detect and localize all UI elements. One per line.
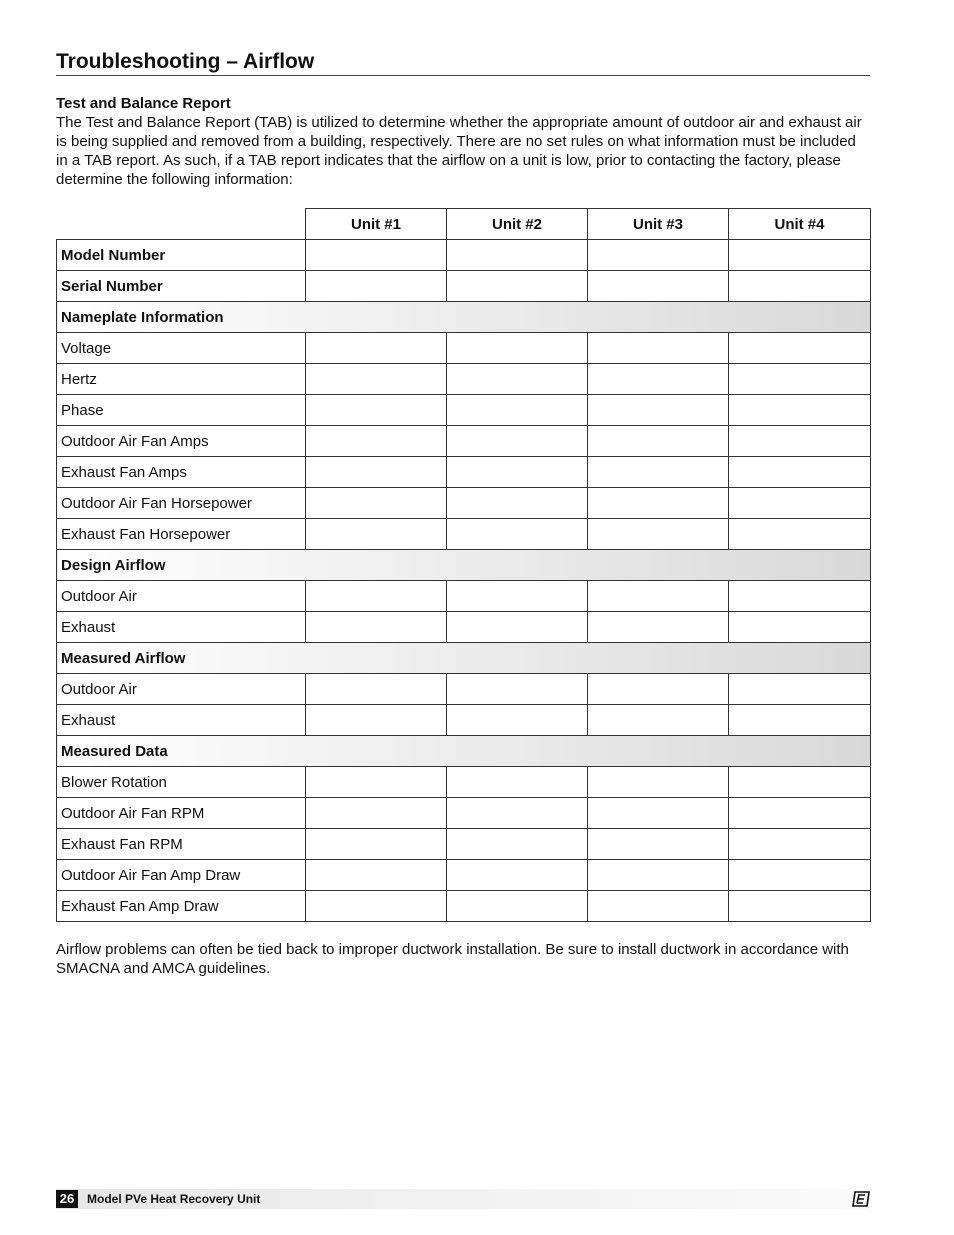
row-label: Model Number: [57, 240, 306, 271]
unit-1-value-cell[interactable]: [306, 519, 447, 550]
unit-4-value-cell[interactable]: [729, 860, 871, 891]
unit-3-value-cell[interactable]: [588, 860, 729, 891]
unit-2-value-cell[interactable]: [447, 891, 588, 922]
table-header-row: [57, 209, 871, 240]
table-row: [57, 488, 871, 519]
unit-1-value-cell[interactable]: [306, 581, 447, 612]
table-row: [57, 705, 871, 736]
unit-4-value-cell[interactable]: [729, 798, 871, 829]
row-label: Outdoor Air: [57, 581, 306, 612]
unit-2-value-cell[interactable]: [447, 798, 588, 829]
unit-1-value-cell[interactable]: [306, 860, 447, 891]
unit-1-value-cell[interactable]: [306, 612, 447, 643]
page-number: 26: [56, 1190, 78, 1208]
section-label: Design Airflow: [57, 550, 871, 581]
section-label: Nameplate Information: [57, 302, 871, 333]
table-section-row: [57, 736, 871, 767]
unit-2-value-cell[interactable]: [447, 767, 588, 798]
closing-paragraph: Airflow problems can often be tied back to improper ductwork installation. Be sure to install ductwork in accordance with SMACNA and AMCA guidelines.: [56, 941, 849, 977]
unit-4-value-cell[interactable]: [729, 612, 871, 643]
table-row: [57, 829, 871, 860]
table-body: [57, 240, 871, 922]
unit-1-value-cell[interactable]: [306, 240, 447, 271]
table-section-row: [57, 550, 871, 581]
unit-4-value-cell[interactable]: [729, 426, 871, 457]
tab-report-table: [56, 208, 871, 922]
unit-2-value-cell[interactable]: [447, 395, 588, 426]
intro-paragraph: The Test and Balance Report (TAB) is utilized to determine whether the appropriate amount of outdoor air and exhaust air is being supplied and removed from a building, respectively. There are no set rules on what information must be included in a TAB report. As such, if a TAB report indicates that the airflow on a unit is low, prior to contacting the factory, please determine the following information:: [56, 114, 862, 188]
unit-2-value-cell[interactable]: [447, 674, 588, 705]
unit-3-value-cell[interactable]: [588, 829, 729, 860]
unit-3-value-cell[interactable]: [588, 271, 729, 302]
row-label: Exhaust: [57, 705, 306, 736]
unit-2-value-cell[interactable]: [447, 364, 588, 395]
row-label: Exhaust: [57, 612, 306, 643]
unit-1-value-cell[interactable]: [306, 798, 447, 829]
row-label: Serial Number: [57, 271, 306, 302]
table-row: [57, 457, 871, 488]
section-heading: Test and Balance Report: [56, 95, 231, 112]
unit-4-value-cell[interactable]: [729, 488, 871, 519]
row-label: Outdoor Air: [57, 674, 306, 705]
unit-2-value-cell[interactable]: [447, 271, 588, 302]
row-label: Hertz: [57, 364, 306, 395]
column-header-unit-3: Unit #3: [588, 209, 729, 240]
section-label: Measured Airflow: [57, 643, 871, 674]
unit-4-value-cell[interactable]: [729, 519, 871, 550]
unit-1-value-cell[interactable]: [306, 457, 447, 488]
unit-3-value-cell[interactable]: [588, 767, 729, 798]
row-label: Exhaust Fan Amps: [57, 457, 306, 488]
table-row: [57, 612, 871, 643]
unit-4-value-cell[interactable]: [729, 457, 871, 488]
unit-2-value-cell[interactable]: [447, 457, 588, 488]
unit-2-value-cell[interactable]: [447, 860, 588, 891]
unit-2-value-cell[interactable]: [447, 519, 588, 550]
column-header-unit-4: Unit #4: [729, 209, 871, 240]
row-label: Exhaust Fan Amp Draw: [57, 891, 306, 922]
table-row: [57, 767, 871, 798]
unit-4-value-cell[interactable]: [729, 891, 871, 922]
unit-1-value-cell[interactable]: [306, 271, 447, 302]
table-section-row: [57, 302, 871, 333]
unit-4-value-cell[interactable]: [729, 240, 871, 271]
unit-2-value-cell[interactable]: [447, 240, 588, 271]
unit-2-value-cell[interactable]: [447, 705, 588, 736]
table-row: [57, 333, 871, 364]
row-label: Phase: [57, 395, 306, 426]
unit-2-value-cell[interactable]: [447, 333, 588, 364]
row-label: Voltage: [57, 333, 306, 364]
unit-3-value-cell[interactable]: [588, 426, 729, 457]
table-row: [57, 891, 871, 922]
unit-3-value-cell[interactable]: [588, 364, 729, 395]
table-row: [57, 798, 871, 829]
unit-3-value-cell[interactable]: [588, 240, 729, 271]
table-corner-cell: [57, 209, 306, 240]
row-label: Outdoor Air Fan RPM: [57, 798, 306, 829]
unit-3-value-cell[interactable]: [588, 705, 729, 736]
page-title: Troubleshooting – Airflow: [56, 50, 870, 76]
unit-3-value-cell[interactable]: [588, 612, 729, 643]
table-row: [57, 674, 871, 705]
unit-1-value-cell[interactable]: [306, 767, 447, 798]
unit-3-value-cell[interactable]: [588, 891, 729, 922]
unit-2-value-cell[interactable]: [447, 829, 588, 860]
unit-4-value-cell[interactable]: [729, 674, 871, 705]
unit-4-value-cell[interactable]: [729, 829, 871, 860]
unit-3-value-cell[interactable]: [588, 395, 729, 426]
unit-1-value-cell[interactable]: [306, 674, 447, 705]
unit-3-value-cell[interactable]: [588, 519, 729, 550]
table-row: [57, 581, 871, 612]
row-label: Exhaust Fan Horsepower: [57, 519, 306, 550]
unit-3-value-cell[interactable]: [588, 674, 729, 705]
brand-logo-icon: [852, 1191, 870, 1207]
table-row: [57, 426, 871, 457]
unit-4-value-cell[interactable]: [729, 364, 871, 395]
table-section-row: [57, 643, 871, 674]
unit-3-value-cell[interactable]: [588, 333, 729, 364]
column-header-unit-1: Unit #1: [306, 209, 447, 240]
unit-1-value-cell[interactable]: [306, 891, 447, 922]
unit-2-value-cell[interactable]: [447, 581, 588, 612]
row-label: Blower Rotation: [57, 767, 306, 798]
table-row: [57, 240, 871, 271]
unit-1-value-cell[interactable]: [306, 488, 447, 519]
unit-1-value-cell[interactable]: [306, 395, 447, 426]
row-label: Exhaust Fan RPM: [57, 829, 306, 860]
table-row: [57, 519, 871, 550]
unit-4-value-cell[interactable]: [729, 705, 871, 736]
table-row: [57, 364, 871, 395]
unit-4-value-cell[interactable]: [729, 395, 871, 426]
row-label: Outdoor Air Fan Horsepower: [57, 488, 306, 519]
unit-4-value-cell[interactable]: [729, 271, 871, 302]
unit-3-value-cell[interactable]: [588, 457, 729, 488]
unit-1-value-cell[interactable]: [306, 705, 447, 736]
unit-3-value-cell[interactable]: [588, 798, 729, 829]
unit-1-value-cell[interactable]: [306, 426, 447, 457]
table-row: [57, 860, 871, 891]
row-label: Outdoor Air Fan Amp Draw: [57, 860, 306, 891]
unit-4-value-cell[interactable]: [729, 333, 871, 364]
table-row: [57, 271, 871, 302]
row-label: Outdoor Air Fan Amps: [57, 426, 306, 457]
unit-1-value-cell[interactable]: [306, 333, 447, 364]
unit-2-value-cell[interactable]: [447, 612, 588, 643]
unit-4-value-cell[interactable]: [729, 581, 871, 612]
column-header-unit-2: Unit #2: [447, 209, 588, 240]
unit-1-value-cell[interactable]: [306, 829, 447, 860]
unit-2-value-cell[interactable]: [447, 426, 588, 457]
table-row: [57, 395, 871, 426]
section-label: Measured Data: [57, 736, 871, 767]
unit-2-value-cell[interactable]: [447, 488, 588, 519]
footer-product-name: Model PVe Heat Recovery Unit: [87, 1192, 261, 1206]
unit-1-value-cell[interactable]: [306, 364, 447, 395]
unit-4-value-cell[interactable]: [729, 767, 871, 798]
unit-3-value-cell[interactable]: [588, 581, 729, 612]
unit-3-value-cell[interactable]: [588, 488, 729, 519]
